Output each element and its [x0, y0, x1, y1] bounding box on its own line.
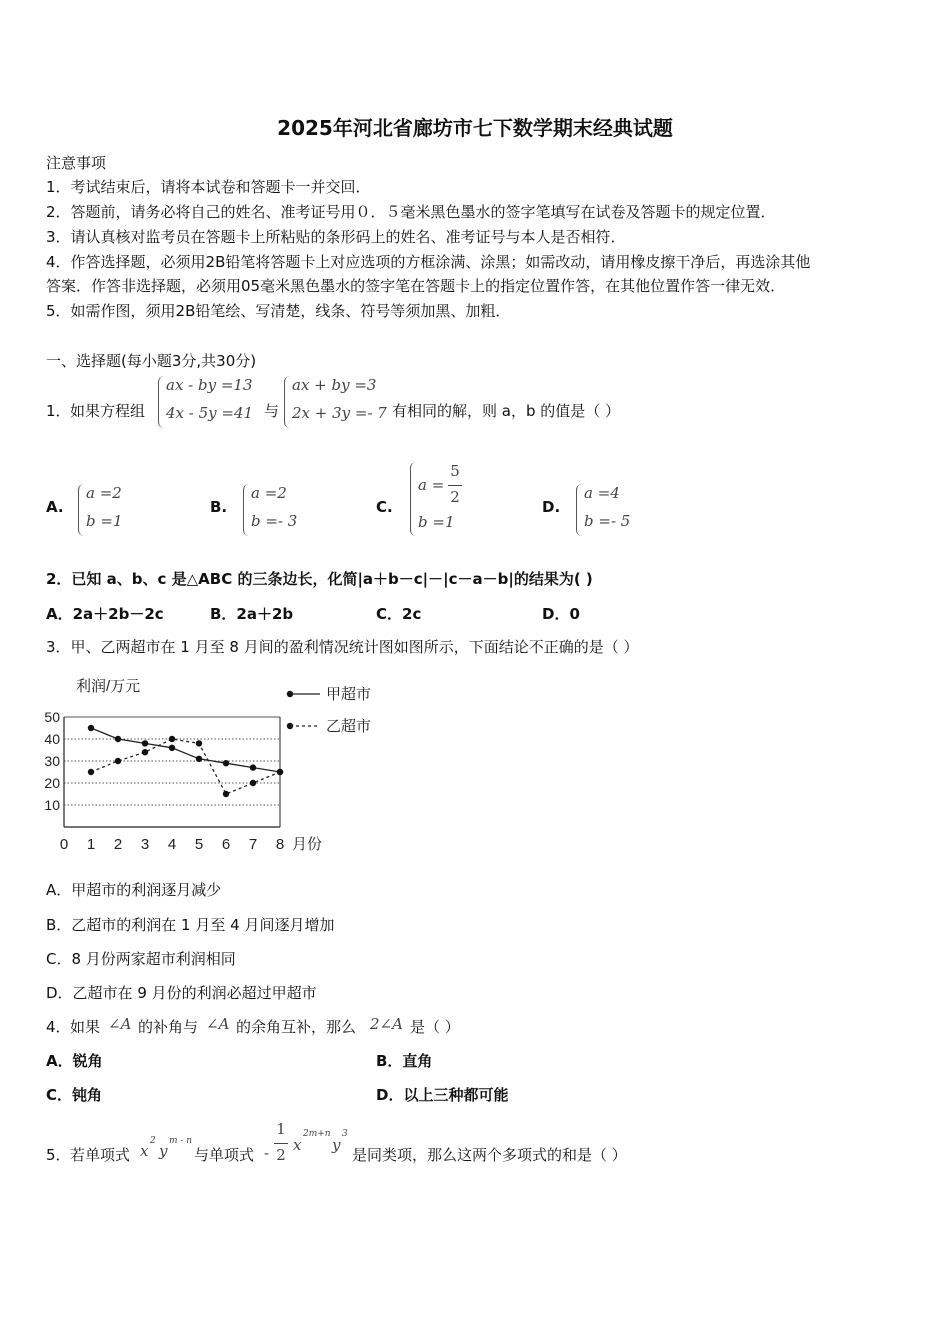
x-tick-label: 0: [59, 836, 69, 853]
equation: ax + by =3: [292, 376, 377, 394]
math-var: y: [159, 1142, 168, 1160]
equation-system-2: [284, 376, 394, 428]
fraction-numerator: 1: [276, 1120, 286, 1138]
question-text: 与: [264, 402, 280, 420]
x-axis-label: 月份: [292, 836, 323, 853]
data-point: [142, 740, 148, 746]
option-d[interactable]: [576, 484, 656, 536]
data-point: [115, 758, 121, 764]
option-d[interactable]: D．0: [542, 605, 580, 623]
data-point: [196, 740, 202, 746]
equation: ax - by =13: [166, 376, 253, 394]
math-exponent: 3: [342, 1129, 348, 1139]
option-a[interactable]: A．锐角: [46, 1052, 103, 1070]
equation: a =2: [86, 484, 122, 502]
x-tick-label: 3: [140, 836, 150, 853]
equation: 4x - 5y =41: [166, 404, 254, 422]
equation: a =2: [251, 484, 287, 502]
x-tick-label: 6: [221, 836, 231, 853]
math-var: x: [293, 1136, 302, 1154]
fraction-denominator: 2: [276, 1146, 286, 1164]
equation: b =1: [86, 512, 123, 530]
notice-line: 答案．作答非选择题，必须用05毫米黑色墨水的签字笔在答题卡上的指定位置作答，在其他位置作答一律无效．: [46, 277, 786, 295]
data-point: [142, 749, 148, 755]
x-tick-label: 4: [167, 836, 177, 853]
math-sign: -: [264, 1144, 270, 1162]
y-tick-label: 50: [44, 709, 60, 725]
data-point: [88, 769, 94, 775]
x-tick-label: 8: [275, 836, 285, 853]
option-c[interactable]: C．8 月份两家超市利润相同: [46, 950, 236, 968]
data-point: [196, 756, 202, 762]
x-tick-label: 2: [113, 836, 123, 853]
math-angle: ∠A: [206, 1015, 230, 1033]
x-tick-label: 5: [194, 836, 204, 853]
option-a[interactable]: A．2a＋2b－2c: [46, 605, 164, 623]
option-a[interactable]: [78, 484, 148, 536]
math-var: x: [140, 1142, 149, 1160]
data-point: [250, 764, 256, 770]
equation: b =- 3: [251, 512, 298, 530]
legend-label: 甲超市: [326, 686, 372, 703]
fraction-numerator: 5: [450, 462, 460, 480]
math-exponent: 2: [150, 1136, 156, 1146]
option-b[interactable]: B．2a＋2b: [210, 605, 294, 623]
data-point: [277, 769, 283, 775]
equation: b =- 5: [584, 512, 631, 530]
question-number: 5．: [46, 1146, 71, 1164]
question-text: 有相同的解，则 a，b 的值是（ ）: [392, 402, 621, 420]
question-text: 的补角与: [138, 1018, 199, 1036]
data-point: [169, 736, 175, 742]
question-text: 2．已知 a、b、c 是△ABC 的三条边长，化简|a＋b－c|－|c－a－b|的结果为( ): [46, 570, 593, 588]
option-c[interactable]: C．钝角: [46, 1086, 103, 1104]
question-text: 是同类项，那么这两个多项式的和是（ ）: [352, 1146, 627, 1164]
data-point: [115, 736, 121, 742]
fraction-denominator: 2: [450, 488, 460, 506]
option-label: C.: [376, 498, 393, 516]
notice-line: 4．作答选择题，必须用2B铅笔将答题卡上对应选项的方框涂满、涂黑；如需改动，请用橡皮擦干净后，再选涂其他: [46, 253, 811, 271]
data-point: [169, 745, 175, 751]
data-point: [223, 791, 229, 797]
x-tick-label: 1: [86, 836, 96, 853]
question-text: 3．甲、乙两超市在 1 月至 8 月间的盈利情况统计图如图所示，下面结论不正确的是（ ）: [46, 638, 639, 656]
profit-line-chart: [40, 672, 400, 862]
equation: a =: [418, 476, 445, 494]
option-b[interactable]: [243, 484, 323, 536]
notice-line: 2．答题前，请务必将自己的姓名、准考证号用０．５毫米黑色墨水的签字笔填写在试卷及答题卡的规定位置．: [46, 203, 776, 221]
option-label: D.: [542, 498, 561, 516]
question-text: 是（ ）: [410, 1018, 460, 1036]
option-d[interactable]: D．以上三种都可能: [376, 1086, 509, 1104]
notice-line: 5．如需作图，须用2B铅笔绘、写清楚，线条、符号等须加黑、加粗．: [46, 302, 511, 320]
option-c[interactable]: [410, 462, 480, 536]
equation-system-1: [158, 376, 268, 428]
question-text: 若单项式: [70, 1146, 131, 1164]
equation: b =1: [418, 513, 455, 531]
y-tick-label: 20: [44, 775, 60, 791]
data-point: [250, 780, 256, 786]
option-b[interactable]: B．乙超市的利润在 1 月至 4 月间逐月增加: [46, 916, 335, 934]
equation: a =4: [584, 484, 620, 502]
option-label: A.: [46, 498, 64, 516]
question-text: 如果方程组: [70, 402, 146, 420]
x-tick-label: 7: [248, 836, 258, 853]
question-text: 如果: [70, 1018, 101, 1036]
legend-label: 乙超市: [326, 718, 372, 735]
equation: 2x + 3y =- 7: [292, 404, 387, 422]
y-tick-label: 30: [44, 753, 60, 769]
notice-line: 1．考试结束后，请将本试卷和答题卡一并交回．: [46, 178, 371, 196]
question-number: 4．: [46, 1018, 71, 1036]
math-exponent: 2m+n: [303, 1129, 331, 1139]
question-number: 1．: [46, 402, 71, 420]
data-point: [223, 760, 229, 766]
option-d[interactable]: D．乙超市在 9 月份的利润必超过甲超市: [46, 984, 317, 1002]
question-text: 与单项式: [194, 1146, 255, 1164]
section-heading: 一、选择题(每小题3分,共30分): [46, 352, 257, 370]
y-tick-label: 10: [44, 797, 60, 813]
option-c[interactable]: C．2c: [376, 605, 422, 623]
notice-heading: 注意事项: [46, 154, 107, 172]
math-var: y: [332, 1136, 341, 1154]
y-tick-label: 40: [44, 731, 60, 747]
option-a[interactable]: A．甲超市的利润逐月减少: [46, 881, 222, 899]
question-text: 的余角互补，那么: [236, 1018, 357, 1036]
data-point: [88, 725, 94, 731]
y-axis-label: 利润/万元: [76, 678, 141, 695]
notice-line: 3．请认真核对监考员在答题卡上所粘贴的条形码上的姓名、准考证号与本人是否相符．: [46, 228, 626, 246]
page-title: 2025年河北省廊坊市七下数学期末经典试题: [277, 116, 673, 140]
option-label: B.: [210, 498, 228, 516]
math-angle: 2∠A: [370, 1015, 403, 1033]
math-exponent: m - n: [169, 1136, 193, 1146]
math-angle: ∠A: [108, 1015, 132, 1033]
option-b[interactable]: B．直角: [376, 1052, 433, 1070]
